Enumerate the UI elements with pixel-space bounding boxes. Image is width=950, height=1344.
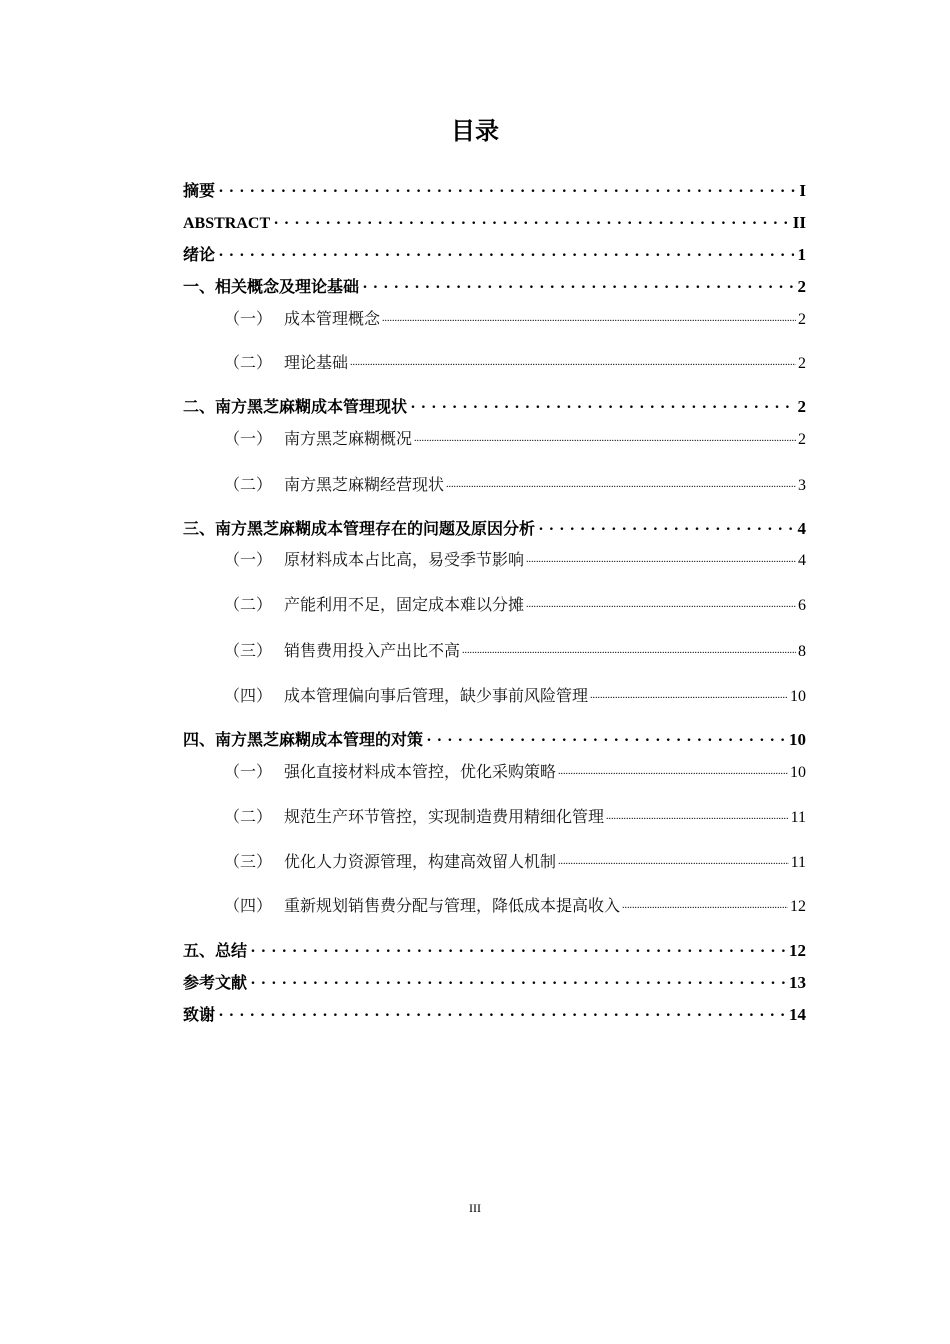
toc-leader <box>462 640 796 656</box>
toc-leader <box>382 308 796 324</box>
toc-entry-page: 3 <box>798 477 806 494</box>
toc-entry-page: 14 <box>789 1005 806 1024</box>
toc-leader <box>446 474 796 490</box>
toc-entry-label: 参考文献 <box>183 973 248 992</box>
toc-entry-number: （二） <box>224 475 273 494</box>
toc-entry-number: （一） <box>224 550 273 569</box>
toc-entry-section-3-1[interactable] <box>224 548 806 572</box>
toc-entry-page: 10 <box>790 688 806 705</box>
toc-entry-page: 2 <box>797 277 806 296</box>
toc-leader <box>411 396 793 412</box>
toc-entry-label: ABSTRACT <box>183 215 271 232</box>
toc-entry-section-1-1[interactable] <box>224 307 806 331</box>
toc-entry-chapter-1[interactable] <box>183 275 806 299</box>
toc-entry-label: 原材料成本占比高，易受季节影响 <box>284 550 525 569</box>
toc-entry-label: 规范生产环节管控，实现制造费用精细化管理 <box>284 807 605 826</box>
toc-entry-label: 产能利用不足，固定成本难以分摊 <box>284 595 525 614</box>
toc-leader <box>539 518 793 534</box>
toc-entry-page: 6 <box>798 597 806 614</box>
toc-leader <box>251 940 785 956</box>
toc-entry-section-2-2[interactable] <box>224 473 806 497</box>
toc-entry-page: 2 <box>798 311 806 328</box>
toc-entry-label: 南方黑芝麻糊概况 <box>284 429 413 448</box>
toc-entry-label: 成本管理概念 <box>284 309 381 328</box>
toc-leader <box>526 549 796 565</box>
toc-entry-page: 8 <box>798 643 806 660</box>
toc-entry-section-4-3[interactable] <box>224 850 806 874</box>
toc-entry-number: （一） <box>224 429 273 448</box>
toc-entry-page: 2 <box>798 355 806 372</box>
toc-entry-abstract-en[interactable] <box>183 211 806 235</box>
toc-entry-label: 五、总结 <box>183 941 248 960</box>
page-number: III <box>469 1201 481 1215</box>
toc-entry-page: 11 <box>790 854 806 871</box>
page-title: 目录 <box>451 117 499 145</box>
toc-entry-section-4-1[interactable] <box>224 760 806 784</box>
toc-entry-number: （二） <box>224 595 273 614</box>
toc-leader <box>606 806 789 822</box>
toc-entry-abstract-cn[interactable] <box>183 179 806 203</box>
toc-entry-number: （三） <box>224 641 273 660</box>
toc-entry-section-4-4[interactable] <box>224 894 806 918</box>
toc-entry-page: II <box>792 213 806 232</box>
toc-entry-page: 12 <box>790 898 806 915</box>
toc-entry-section-4-2[interactable] <box>224 805 806 829</box>
toc-entry-label: 摘要 <box>183 181 216 200</box>
toc-entry-label: 二、南方黑芝麻糊成本管理现状 <box>183 397 408 416</box>
toc-entry-page: 2 <box>797 397 806 416</box>
toc-entry-page: 1 <box>797 245 806 264</box>
toc-entry-number: （二） <box>224 353 273 372</box>
toc-entry-page: 10 <box>789 730 806 749</box>
toc-entry-chapter-4[interactable] <box>183 728 806 752</box>
toc-leader <box>363 276 793 292</box>
toc-entry-number: （四） <box>224 686 273 705</box>
toc-entry-page: 12 <box>789 941 806 960</box>
toc-entry-page: 11 <box>790 809 806 826</box>
toc-entry-label: 销售费用投入产出比不高 <box>284 641 461 660</box>
toc-entry-label: 优化人力资源管理，构建高效留人机制 <box>284 852 557 871</box>
toc-leader <box>219 180 795 196</box>
toc-entry-page: 4 <box>798 552 806 569</box>
toc-entry-number: （二） <box>224 807 273 826</box>
toc-leader <box>526 594 796 610</box>
toc-leader <box>558 851 789 867</box>
toc-leader <box>274 212 789 228</box>
toc-entry-label: 成本管理偏向事后管理，缺少事前风险管理 <box>284 686 589 705</box>
toc-entry-section-2-1[interactable] <box>224 427 806 451</box>
toc-entry-section-3-3[interactable] <box>224 639 806 663</box>
toc-entry-chapter-3[interactable] <box>183 517 806 541</box>
toc-entry-chapter-5[interactable] <box>183 939 806 963</box>
toc-entry-references[interactable] <box>183 971 806 995</box>
toc-entry-label: 理论基础 <box>284 353 349 372</box>
toc-leader <box>350 352 796 368</box>
toc-leader <box>219 1004 785 1020</box>
toc-leader <box>427 729 785 745</box>
toc-entry-label: 强化直接材料成本管控，优化采购策略 <box>284 762 557 781</box>
toc-entry-acknowledgements[interactable] <box>183 1003 806 1027</box>
toc-entry-label: 致谢 <box>183 1005 216 1024</box>
toc-leader <box>558 761 788 777</box>
toc-entry-label: 四、南方黑芝麻糊成本管理的对策 <box>183 730 424 749</box>
toc-entry-label: 绪论 <box>183 245 216 264</box>
toc-leader <box>590 685 788 701</box>
toc-entry-label: 一、相关概念及理论基础 <box>183 277 360 296</box>
toc-entry-number: （一） <box>224 762 273 781</box>
toc-leader <box>219 244 793 260</box>
toc-entry-label: 重新规划销售费分配与管理，降低成本提高收入 <box>284 896 621 915</box>
toc-entry-number: （四） <box>224 896 273 915</box>
toc-entry-page: I <box>799 181 806 200</box>
toc-entry-page: 4 <box>797 519 806 538</box>
toc-entry-page: 13 <box>789 973 806 992</box>
toc-entry-chapter-2[interactable] <box>183 395 806 419</box>
toc-leader <box>251 972 785 988</box>
toc-leader <box>414 428 796 444</box>
toc-entry-section-3-4[interactable] <box>224 684 806 708</box>
toc-entry-label: 南方黑芝麻糊经营现状 <box>284 475 445 494</box>
toc-entry-page: 10 <box>790 764 806 781</box>
toc-entry-label: 三、南方黑芝麻糊成本管理存在的问题及原因分析 <box>183 519 536 538</box>
toc-entry-introduction[interactable] <box>183 243 806 267</box>
toc-entry-number: （三） <box>224 852 273 871</box>
toc-entry-section-3-2[interactable] <box>224 593 806 617</box>
toc-entry-section-1-2[interactable] <box>224 351 806 375</box>
toc-entry-number: （一） <box>224 309 273 328</box>
toc-entry-page: 2 <box>798 431 806 448</box>
toc-leader <box>622 895 788 911</box>
